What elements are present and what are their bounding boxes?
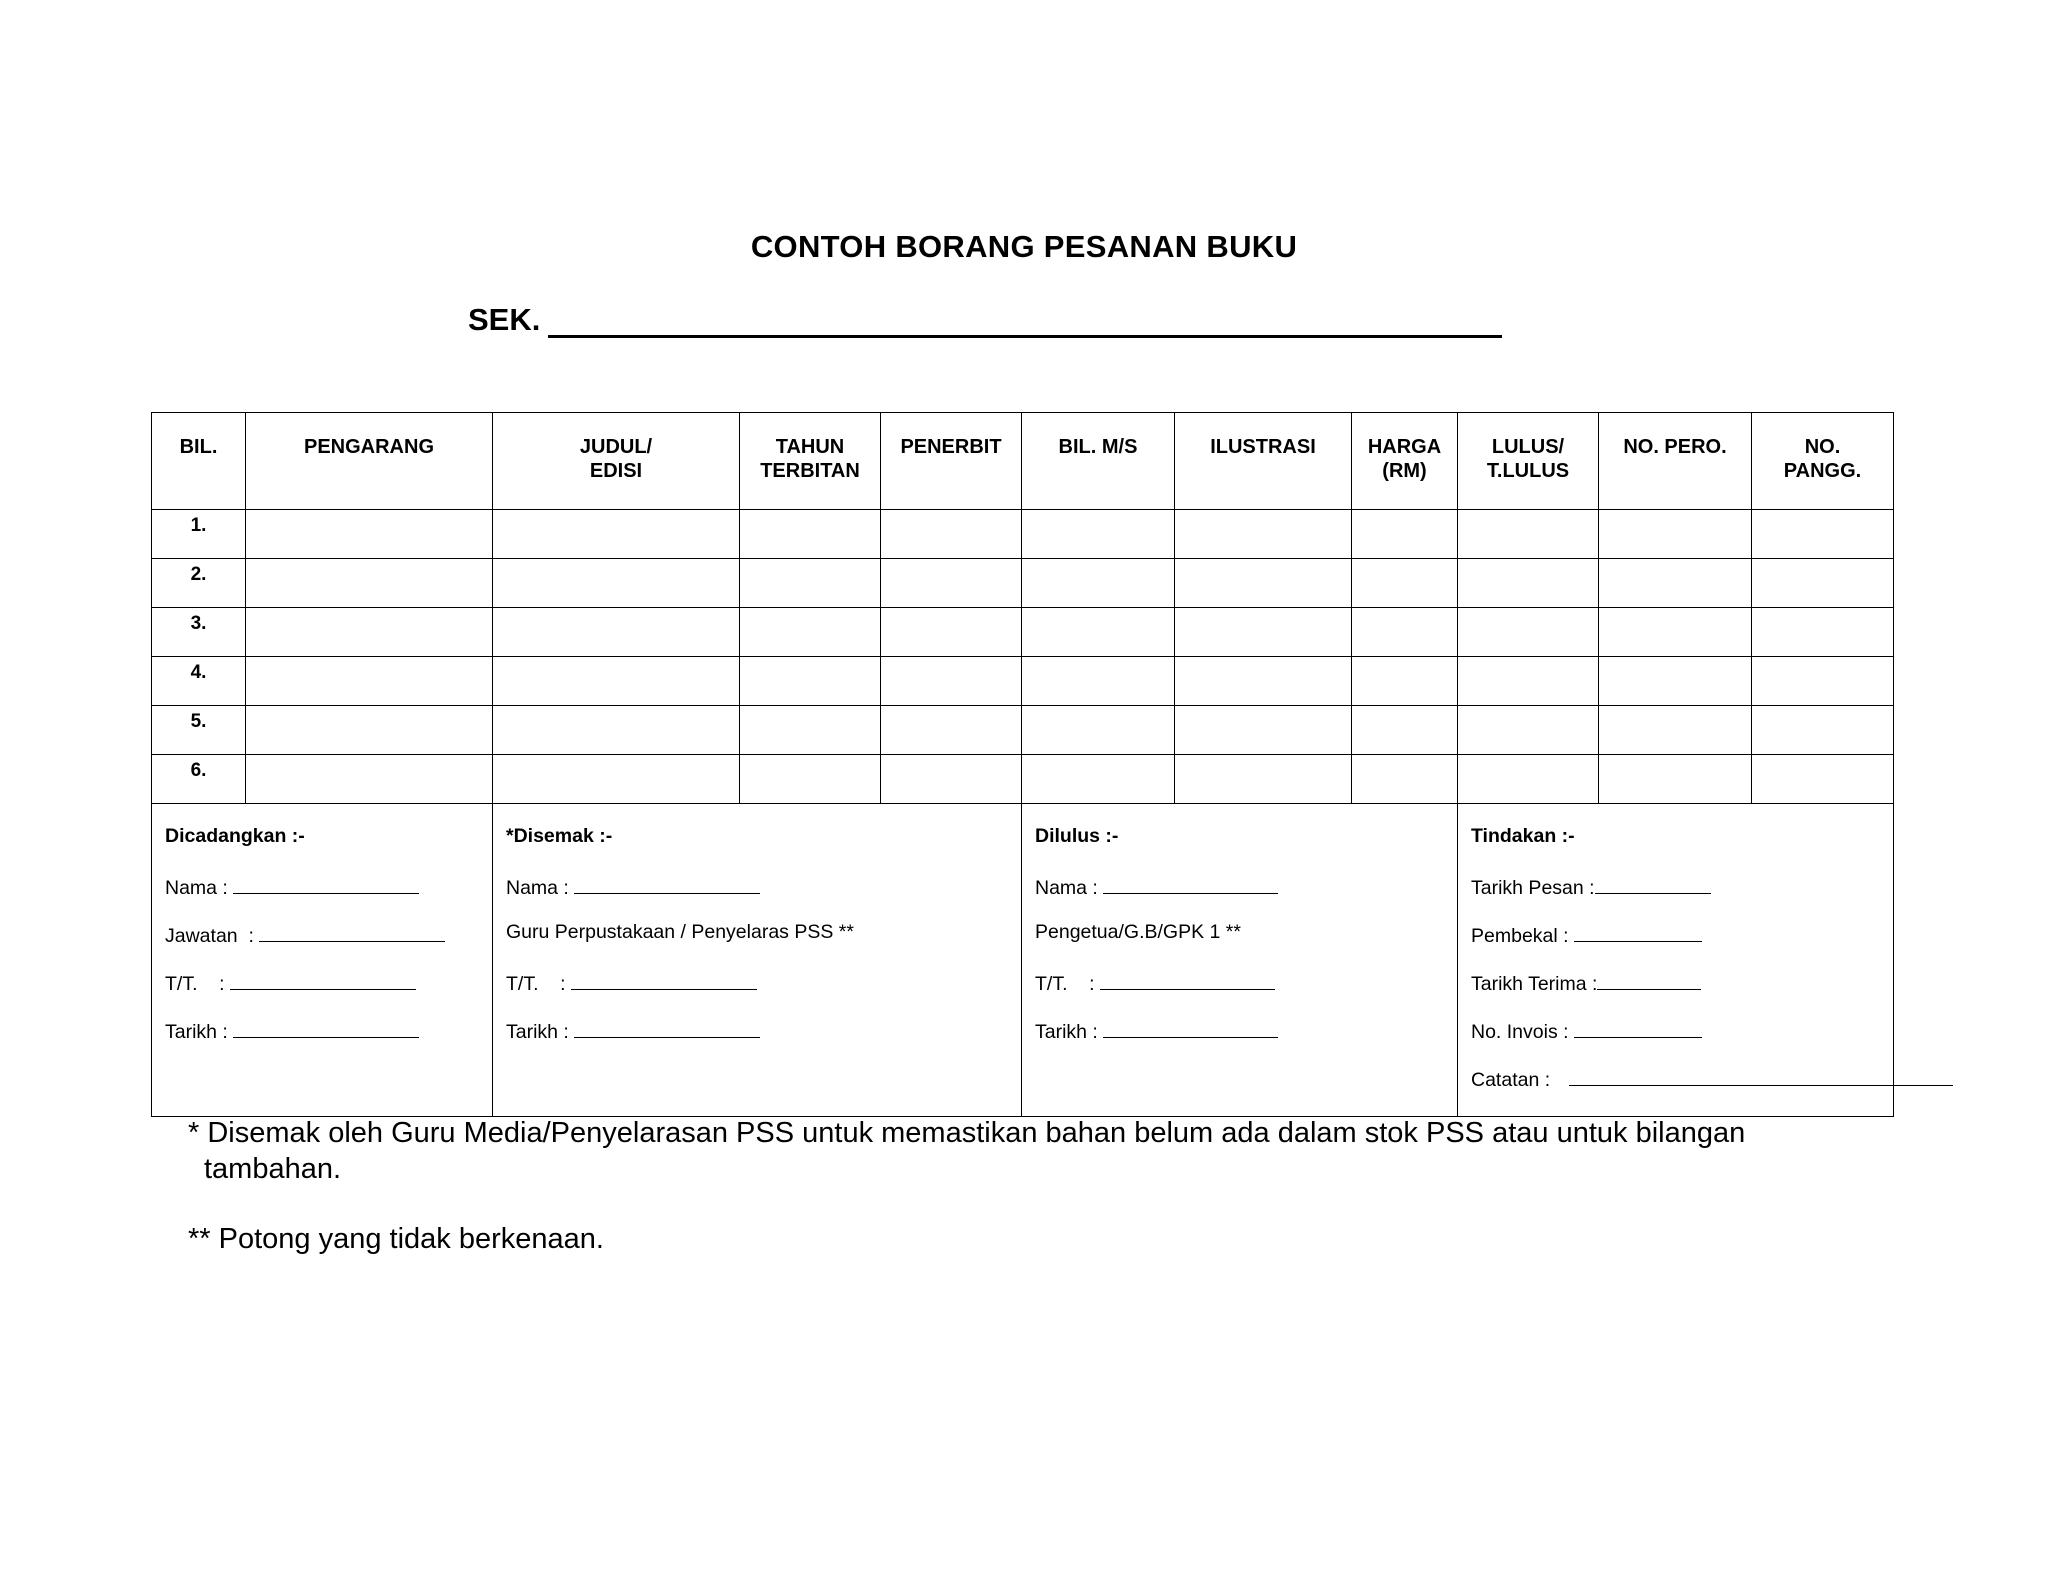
blank-line[interactable] <box>571 969 757 990</box>
header-no-pangg: NO. PANGG. <box>1752 413 1894 510</box>
field-label: Nama : <box>165 877 234 899</box>
table-cell[interactable] <box>1175 608 1352 657</box>
table-cell[interactable] <box>246 755 493 804</box>
table-cell[interactable] <box>246 510 493 559</box>
row-number: 6. <box>152 755 246 804</box>
school-label: SEK. <box>468 302 541 337</box>
header-penerbit: PENERBIT <box>881 413 1022 510</box>
table-cell[interactable] <box>1752 559 1894 608</box>
dicadangkan-title: Dicadangkan :- <box>165 825 305 847</box>
table-cell[interactable] <box>246 559 493 608</box>
field-label: Tarikh : <box>506 1021 575 1043</box>
blank-line[interactable] <box>1103 873 1278 894</box>
table-row <box>152 706 1894 755</box>
field-label: Nama : <box>506 877 575 899</box>
table-cell[interactable] <box>881 510 1022 559</box>
field-label: Pembekal : <box>1471 925 1574 947</box>
field-label: Jawatan : <box>165 925 260 947</box>
row-number: 3. <box>152 608 246 657</box>
field-label: Nama : <box>1035 877 1104 899</box>
dilulus-tt-field[interactable] <box>1035 969 1457 995</box>
row-number: 4. <box>152 657 246 706</box>
blank-line[interactable] <box>574 873 760 894</box>
dilulus-title: Dilulus :- <box>1035 825 1119 847</box>
disemak-nama-field[interactable] <box>506 873 1021 899</box>
header-no-pero: NO. PERO. <box>1599 413 1752 510</box>
footnote-disemak <box>188 1115 1888 1187</box>
table-cell[interactable] <box>881 706 1022 755</box>
table-cell[interactable] <box>493 706 740 755</box>
table-cell[interactable] <box>493 755 740 804</box>
blank-line[interactable] <box>1574 1017 1702 1038</box>
table-cell[interactable] <box>1352 608 1458 657</box>
field-label: Catatan : <box>1471 1069 1561 1091</box>
tarikh-pesan-field[interactable] <box>1471 873 1893 899</box>
dilulus-section <box>1022 804 1458 1117</box>
table-row <box>152 755 1894 804</box>
disemak-tt-field[interactable] <box>506 969 1021 995</box>
table-cell[interactable] <box>740 608 881 657</box>
table-cell[interactable] <box>1599 755 1752 804</box>
blank-line[interactable] <box>259 921 445 942</box>
header-pengarang: PENGARANG <box>246 413 493 510</box>
field-label: Tarikh : <box>165 1021 234 1043</box>
blank-line[interactable] <box>1103 1017 1278 1038</box>
table-cell[interactable] <box>1752 657 1894 706</box>
disemak-tarikh-field[interactable] <box>506 1017 1021 1043</box>
field-label: Tarikh Pesan : <box>1471 877 1595 899</box>
blank-line[interactable] <box>230 969 416 990</box>
dilulus-tarikh-field[interactable] <box>1035 1017 1457 1043</box>
catatan-field[interactable] <box>1471 1065 1893 1091</box>
table-cell[interactable] <box>740 657 881 706</box>
table-cell[interactable] <box>1458 706 1599 755</box>
form-title: CONTOH BORANG PESANAN BUKU <box>750 229 1298 264</box>
blank-line[interactable] <box>1595 873 1711 894</box>
row-number: 5. <box>152 706 246 755</box>
tarikh-terima-field[interactable] <box>1471 969 1893 995</box>
table-cell[interactable] <box>1458 755 1599 804</box>
table-cell[interactable] <box>1352 510 1458 559</box>
table-cell[interactable] <box>1352 755 1458 804</box>
table-cell[interactable] <box>1352 706 1458 755</box>
disemak-title: *Disemak :- <box>506 825 613 847</box>
table-cell[interactable] <box>881 559 1022 608</box>
table-cell[interactable] <box>1022 510 1175 559</box>
header-row <box>152 413 1894 510</box>
blank-line[interactable] <box>233 1017 419 1038</box>
table-cell[interactable] <box>1175 510 1352 559</box>
table-cell[interactable] <box>1175 559 1352 608</box>
header-lulus: LULUS/ T.LULUS <box>1458 413 1599 510</box>
table-cell[interactable] <box>1352 657 1458 706</box>
disemak-role: Guru Perpustakaan / Penyelaras PSS ** <box>506 921 854 943</box>
blank-line[interactable] <box>233 873 419 894</box>
table-cell[interactable] <box>881 608 1022 657</box>
table-cell[interactable] <box>1175 755 1352 804</box>
table-cell[interactable] <box>1752 755 1894 804</box>
table-cell[interactable] <box>493 510 740 559</box>
table-row <box>152 657 1894 706</box>
disemak-section <box>493 804 1022 1117</box>
dilulus-role: Pengetua/G.B/GPK 1 ** <box>1035 921 1241 943</box>
header-bil-ms: BIL. M/S <box>1022 413 1175 510</box>
no-invois-field[interactable] <box>1471 1017 1893 1043</box>
field-label: No. Invois : <box>1471 1021 1574 1043</box>
header-harga: HARGA (RM) <box>1352 413 1458 510</box>
table-cell[interactable] <box>1752 510 1894 559</box>
table-row <box>152 510 1894 559</box>
row-number: 2. <box>152 559 246 608</box>
table-cell[interactable] <box>1458 559 1599 608</box>
table-cell[interactable] <box>1752 608 1894 657</box>
table-cell[interactable] <box>1022 559 1175 608</box>
order-table <box>151 412 1894 1117</box>
table-cell[interactable] <box>740 755 881 804</box>
field-label: Tarikh : <box>1035 1021 1104 1043</box>
dicadangkan-jawatan-field[interactable] <box>165 921 492 947</box>
table-cell[interactable] <box>1458 657 1599 706</box>
header-bil: BIL. <box>152 413 246 510</box>
table-row <box>152 559 1894 608</box>
footnote-disemak-line2: tambahan. <box>204 1153 342 1185</box>
header-tahun: TAHUN TERBITAN <box>740 413 881 510</box>
table-cell[interactable] <box>246 706 493 755</box>
field-label: Tarikh Terima : <box>1471 973 1598 995</box>
tindakan-section <box>1458 804 1894 1117</box>
table-cell[interactable] <box>1599 510 1752 559</box>
table-cell[interactable] <box>740 706 881 755</box>
school-name-blank[interactable] <box>548 303 1502 338</box>
table-cell[interactable] <box>493 559 740 608</box>
row-number: 1. <box>152 510 246 559</box>
table-cell[interactable] <box>740 510 881 559</box>
table-cell[interactable] <box>1599 657 1752 706</box>
table-cell[interactable] <box>881 657 1022 706</box>
table-cell[interactable] <box>1175 657 1352 706</box>
table-cell[interactable] <box>740 559 881 608</box>
footnote-disemak-line1: * Disemak oleh Guru Media/Penyelarasan PSS untuk memastikan bahan belum ada dalam stok PSS atau untuk bilangan <box>188 1117 1746 1149</box>
table-cell[interactable] <box>1022 657 1175 706</box>
blank-line[interactable] <box>1569 1065 1953 1086</box>
field-label: T/T. : <box>506 973 572 995</box>
signature-row <box>152 804 1894 1117</box>
table-cell[interactable] <box>1022 608 1175 657</box>
table-row <box>152 608 1894 657</box>
table-cell[interactable] <box>1599 706 1752 755</box>
table-cell[interactable] <box>246 608 493 657</box>
school-field <box>468 302 1502 338</box>
footnote-potong: ** Potong yang tidak berkenaan. <box>188 1223 604 1255</box>
table-cell[interactable] <box>493 657 740 706</box>
table-cell[interactable] <box>1022 706 1175 755</box>
table-cell[interactable] <box>1458 510 1599 559</box>
blank-line[interactable] <box>1597 969 1701 990</box>
table-cell[interactable] <box>493 608 740 657</box>
table-cell[interactable] <box>1599 559 1752 608</box>
tindakan-title: Tindakan :- <box>1471 825 1575 847</box>
table-cell[interactable] <box>246 657 493 706</box>
dicadangkan-tt-field[interactable] <box>165 969 492 995</box>
table-cell[interactable] <box>881 755 1022 804</box>
header-ilustrasi: ILUSTRASI <box>1175 413 1352 510</box>
dicadangkan-nama-field[interactable] <box>165 873 492 899</box>
header-judul: JUDUL/ EDISI <box>493 413 740 510</box>
field-label: T/T. : <box>165 973 231 995</box>
table-cell[interactable] <box>1175 706 1352 755</box>
table-cell[interactable] <box>1352 559 1458 608</box>
table-cell[interactable] <box>1022 755 1175 804</box>
dicadangkan-tarikh-field[interactable] <box>165 1017 492 1043</box>
dicadangkan-section <box>152 804 493 1117</box>
pembekal-field[interactable] <box>1471 921 1893 947</box>
table-cell[interactable] <box>1458 608 1599 657</box>
blank-line[interactable] <box>1574 921 1702 942</box>
field-label: T/T. : <box>1035 973 1101 995</box>
blank-line[interactable] <box>1100 969 1275 990</box>
table-cell[interactable] <box>1599 608 1752 657</box>
table-cell[interactable] <box>1752 706 1894 755</box>
dilulus-nama-field[interactable] <box>1035 873 1457 899</box>
blank-line[interactable] <box>574 1017 760 1038</box>
